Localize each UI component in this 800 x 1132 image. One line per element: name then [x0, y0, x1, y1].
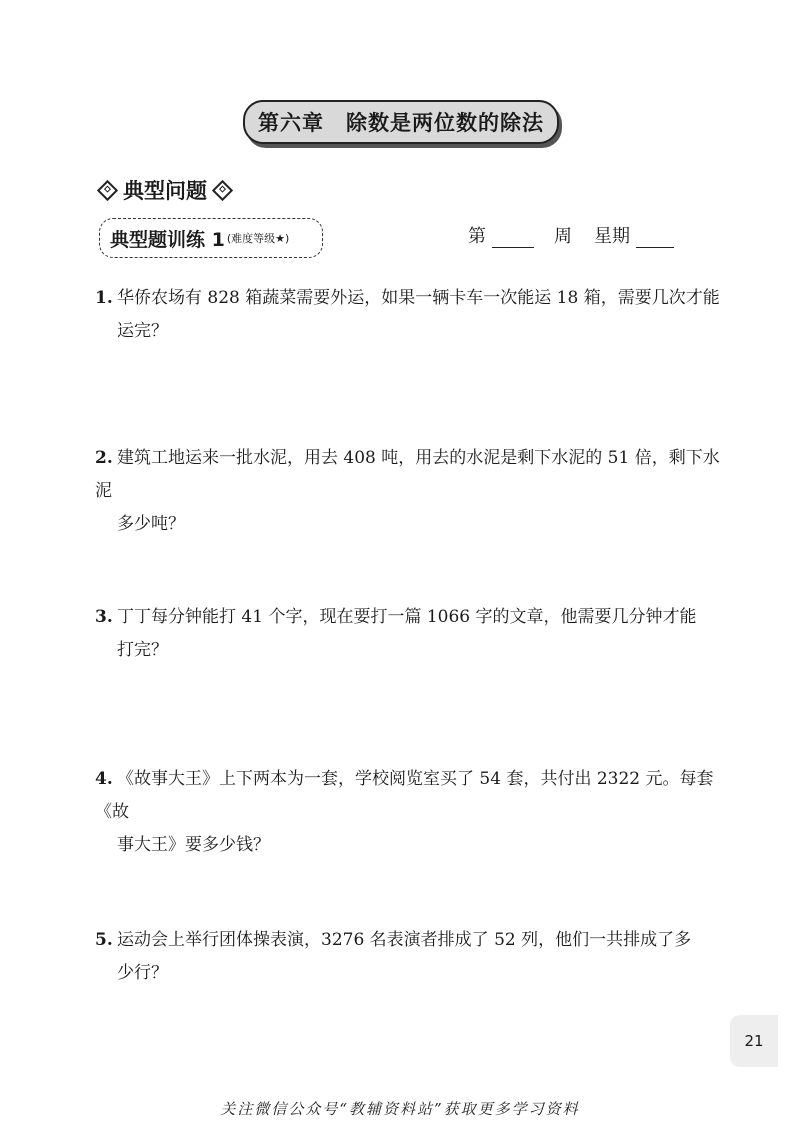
problem-number: 4. — [95, 769, 113, 789]
problem-number: 3. — [95, 607, 113, 627]
problem-text: 《故事大王》上下两本为一套，学校阅览室买了 54 套，共付出 2322 元。每套《故 — [95, 769, 714, 822]
problem-text-continued: 多少吨？ — [117, 514, 185, 534]
problem-number: 2. — [95, 448, 113, 468]
problem-item — [95, 924, 725, 990]
problem-item — [95, 763, 725, 862]
weekday-label: 星期 — [594, 226, 630, 247]
problem-number: 1. — [95, 288, 113, 308]
week-day-line — [468, 222, 680, 248]
exercise-title: 典型题训练 1 — [110, 228, 225, 251]
week-label: 周 — [554, 226, 572, 247]
difficulty-label: (难度等级★) — [226, 232, 290, 245]
page-number: 21 — [730, 1015, 778, 1067]
problem-text: 丁丁每分钟能打 41 个字，现在要打一篇 1066 字的文章，他需要几分钟才能 — [117, 607, 697, 627]
chapter-number: 第六章 — [258, 110, 324, 135]
exercise-label-box — [99, 218, 323, 258]
week-prefix: 第 — [468, 226, 486, 247]
problem-item — [95, 282, 725, 348]
section-heading — [92, 175, 238, 205]
chapter-title: 除数是两位数的除法 — [346, 110, 544, 135]
problem-text-continued: 事大王》要多少钱？ — [117, 835, 270, 855]
problem-text: 运动会上举行团体操表演，3276 名表演者排成了 52 列，他们一共排成了多 — [117, 930, 692, 950]
chapter-banner — [243, 100, 559, 144]
problem-text-continued: 运完？ — [117, 321, 168, 341]
problem-text: 建筑工地运来一批水泥，用去 408 吨，用去的水泥是剩下水泥的 51 倍，剩下水泥 — [95, 448, 720, 501]
weekday-blank[interactable] — [636, 229, 674, 248]
diamond-icon — [212, 179, 233, 200]
problem-number: 5. — [95, 930, 113, 950]
problem-text: 华侨农场有 828 箱蔬菜需要外运，如果一辆卡车一次能运 18 箱，需要几次才能 — [117, 288, 720, 308]
problem-text-continued: 少行？ — [117, 963, 168, 983]
problem-item — [95, 601, 725, 667]
diamond-icon — [97, 179, 118, 200]
footer-note: 关注微信公众号“教辅资料站”获取更多学习资料 — [220, 1100, 580, 1118]
week-blank[interactable] — [492, 229, 534, 248]
problem-item — [95, 442, 725, 541]
problem-text-continued: 打完？ — [117, 640, 168, 660]
section-title: 典型问题 — [123, 179, 207, 203]
